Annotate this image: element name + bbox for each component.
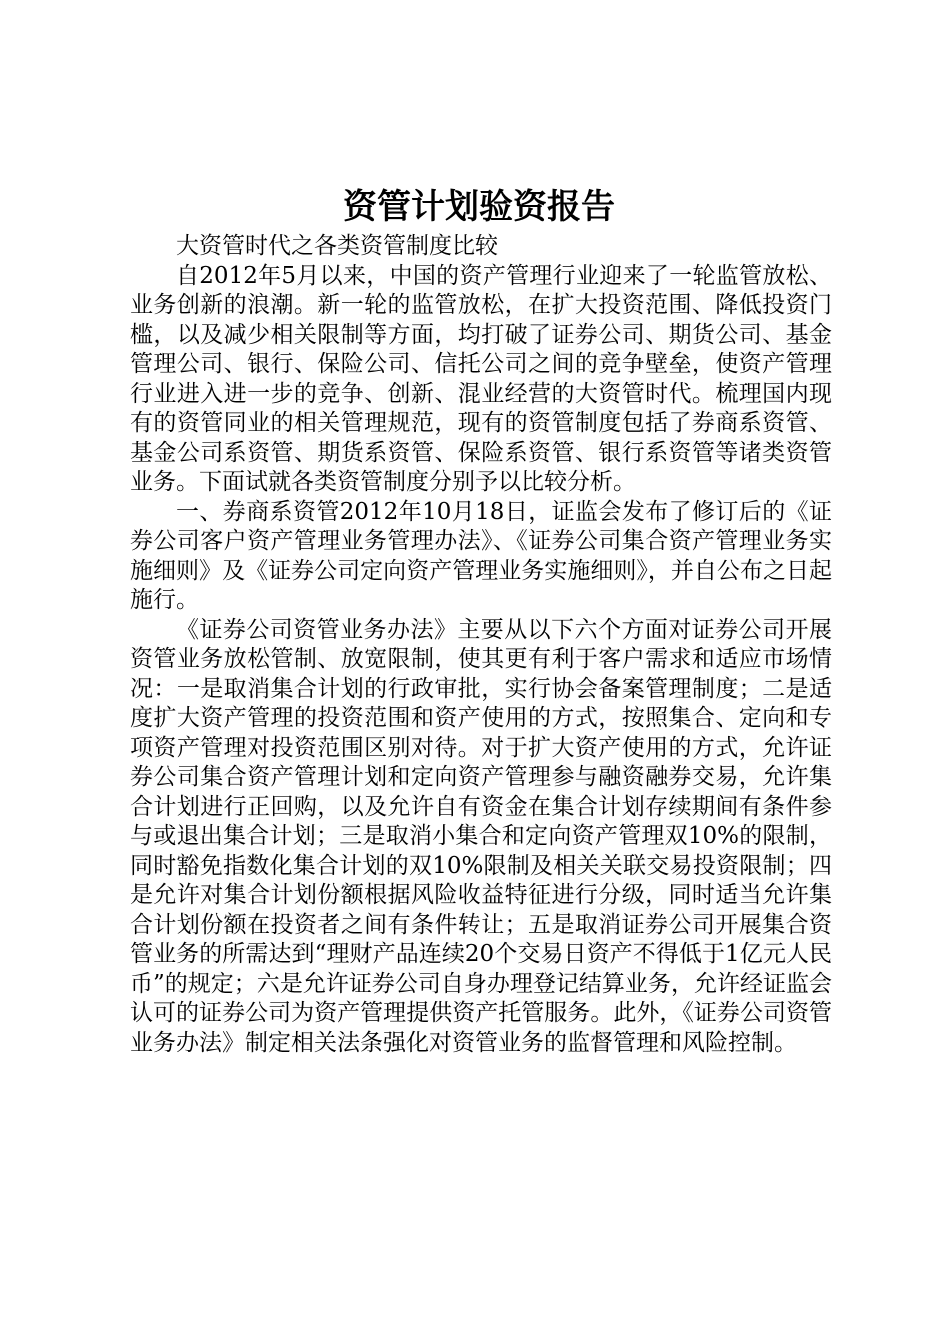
document-title: 资管计划验资报告 [343,187,615,227]
paragraph-broker-section: 一、券商系资管2012年10月18日，证监会发布了修订后的《证券公司客户资产管理业务管理办法》、《证券公司集合资产管理业务实施细则》及《证券公司定向资产管理业务实施细则》，并自公布之日起施行。 [130,498,832,613]
document-body [130,232,832,1058]
paragraph-broker-measures: 《证券公司资管业务办法》主要从以下六个方面对证券公司开展资管业务放松管制、放宽限制，使其更有利于客户需求和适应市场情况：一是取消集合计划的行政审批，实行协会备案管理制度；二是适度扩大资产管理的投资范围和资产使用的方式，按照集合、定向和专项资产管理对投资范围区别对待。对于扩大资产使用的方式，允许证券公司集合资产管理计划和定向资产管理参与融资融券交易，允许集合计划进行正回购，以及允许自有资金在集合计划存续期间有条件参与或退出集合计划；三是取消小集合和定向资产管理双10%的限制，同时豁免指数化集合计划的双10%限制及相关关联交易投资限制；四是允许对集合计划份额根据风险收益特征进行分级，同时适当允许集合计划份额在投资者之间有条件转让；五是取消证券公司开展集合资管业务的所需达到“理财产品连续20个交易日资产不得低于1亿元人民币”的规定；六是允许证券公司自身办理登记结算业务，允许经证监会认可的证券公司为资产管理提供资产托管服务。此外，《证券公司资管业务办法》制定相关法条强化对资管业务的监督管理和风险控制。 [130,616,832,1056]
paragraph-subtitle: 大资管时代之各类资管制度比较 [176,233,498,259]
paragraph-intro: 自2012年5月以来，中国的资产管理行业迎来了一轮监管放松、业务创新的浪潮。新一轮的监管放松，在扩大投资范围、降低投资门槛，以及减少相关限制等方面，均打破了证券公司、期货公司、基金管理公司、银行、保险公司、信托公司之间的竞争壁垒，使资产管理行业进入进一步的竞争、创新、混业经营的大资管时代。梳理国内现有的资管同业的相关管理规范，现有的资管制度包括了券商系资管、基金公司系资管、期货系资管、保险系资管、银行系资管等诸类资管业务。下面试就各类资管制度分别予以比较分析。 [130,262,832,495]
